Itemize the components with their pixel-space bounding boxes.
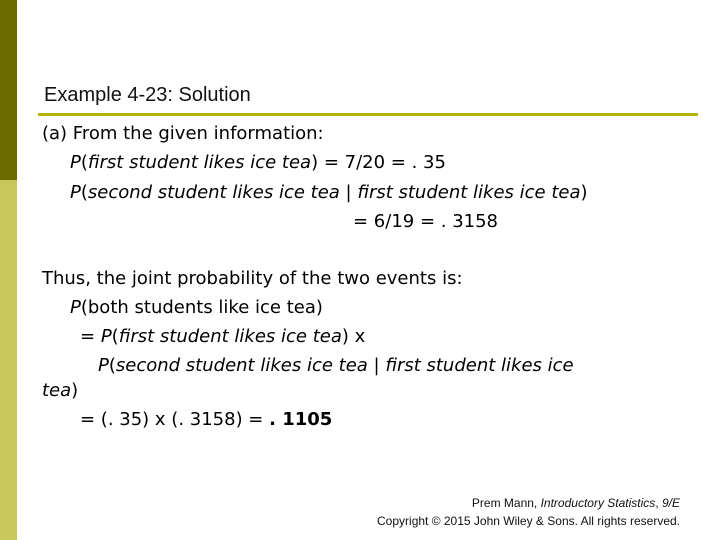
- side-accent-bar-light: [0, 180, 17, 540]
- side-accent-bar-dark: [0, 0, 17, 180]
- prob-symbol: P: [70, 297, 81, 318]
- book-title: Introductory Statistics: [540, 496, 656, 510]
- given-text: first student likes ice tea: [357, 182, 581, 203]
- joint-line-1: P(both students like ice tea): [70, 297, 323, 318]
- book-edition: 9/E: [661, 496, 680, 510]
- part-a-line-2: P(second student likes ice tea | first student likes ice tea): [70, 182, 588, 203]
- part-a-line-1: P(first student likes ice tea) = 7/20 = . 35: [70, 152, 446, 173]
- joint-line-4: tea): [42, 380, 79, 401]
- joint-intro: Thus, the joint probability of the two events is:: [42, 268, 463, 289]
- event-text: first student likes ice tea: [118, 326, 342, 347]
- prob-symbol: P: [70, 152, 81, 173]
- prob-symbol: P: [70, 182, 81, 203]
- part-a-intro: (a) From the given information:: [42, 123, 324, 144]
- prob-symbol: P: [98, 355, 109, 376]
- book-credit: Prem Mann, Introductory Statistics, 9/E: [471, 496, 680, 510]
- joint-line-2: = P(first student likes ice tea) x: [80, 326, 366, 347]
- result-text: = 7/20 = . 35: [318, 152, 446, 173]
- event-text: second student likes ice tea: [115, 355, 368, 376]
- part-a-line-3: = 6/19 = . 3158: [353, 211, 499, 232]
- title-underline: [38, 113, 698, 116]
- event-text: first student likes ice tea: [87, 152, 312, 173]
- copyright-line: Copyright © 2015 John Wiley & Sons. All rights reserved.: [377, 514, 680, 528]
- joint-line-5: = (. 35) x (. 3158) = . 1105: [80, 409, 333, 430]
- joint-line-3: P(second student likes ice tea | first student likes ice: [98, 355, 574, 376]
- given-text: first student likes ice: [385, 355, 574, 376]
- prob-symbol: P: [100, 326, 112, 347]
- given-text-continued: tea: [42, 380, 72, 401]
- event-text: second student likes ice tea: [87, 182, 340, 203]
- slide-footer: [377, 494, 680, 530]
- final-answer: . 1105: [269, 409, 333, 430]
- slide-title: Example 4-23: Solution: [44, 84, 251, 106]
